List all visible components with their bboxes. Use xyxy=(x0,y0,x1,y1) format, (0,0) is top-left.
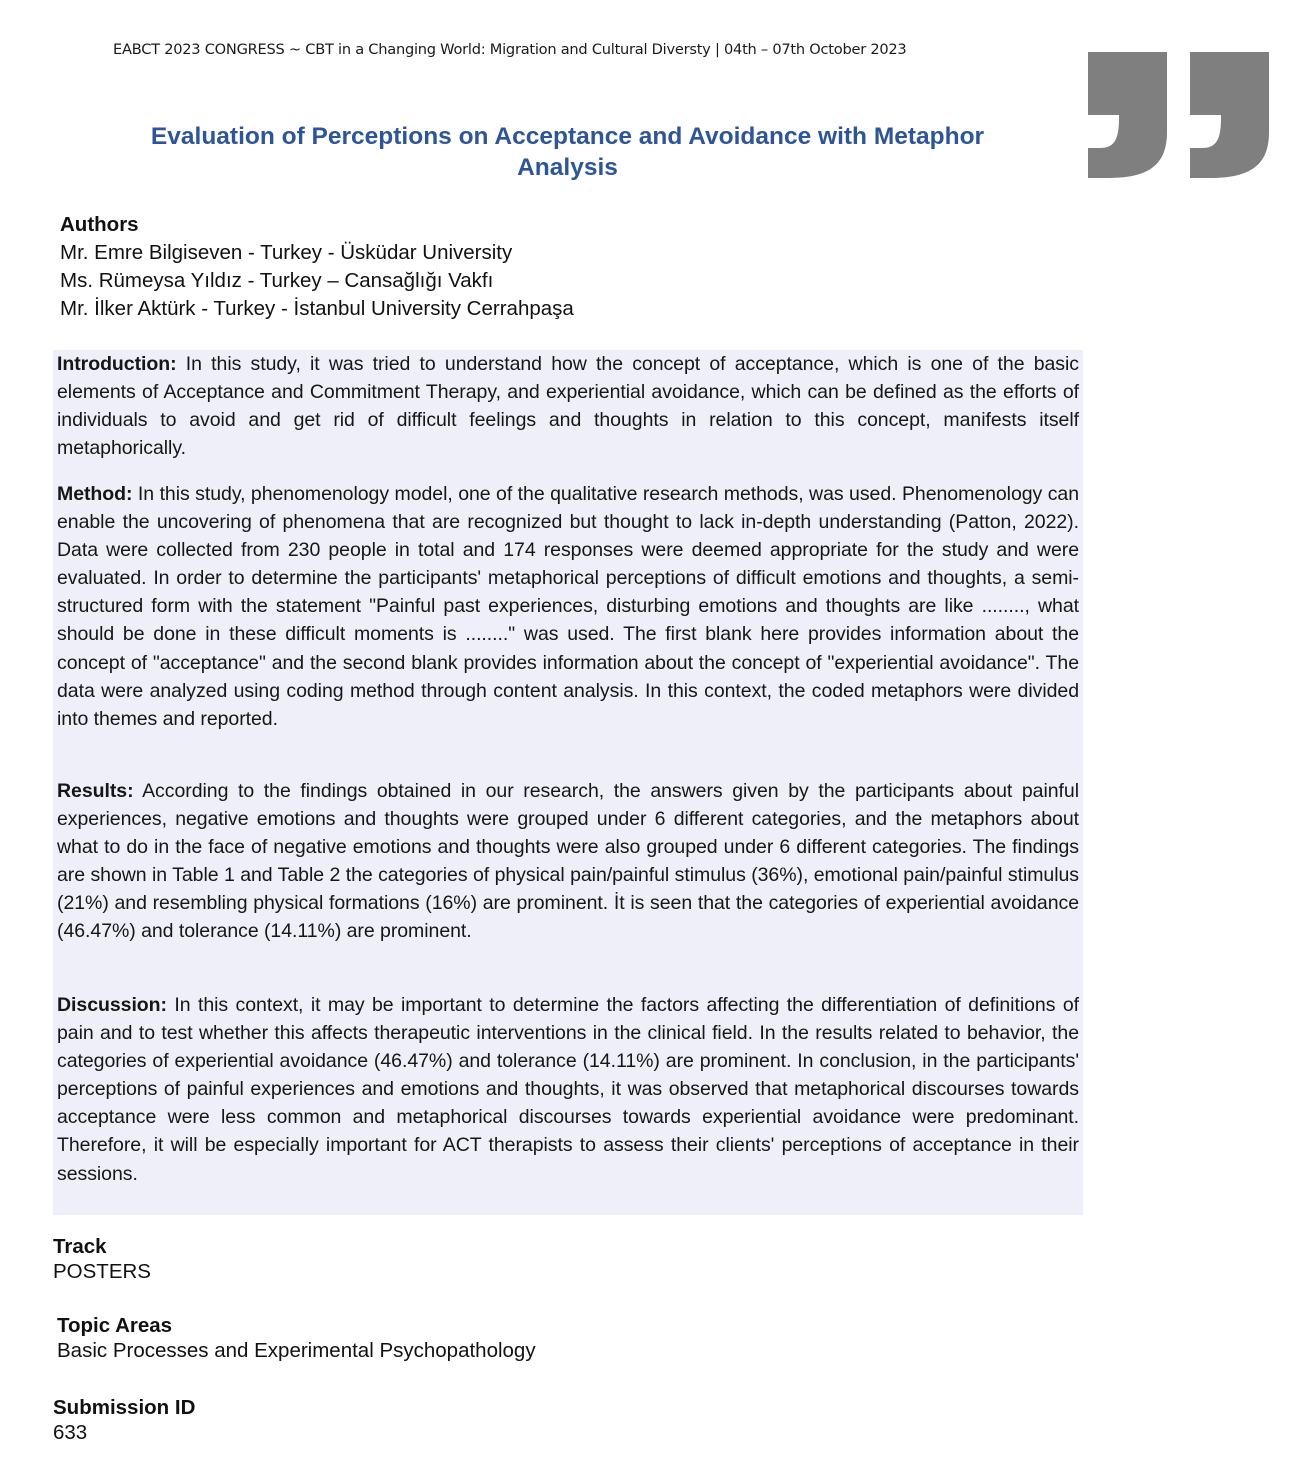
track-label: Track xyxy=(53,1235,107,1258)
congress-header: EABCT 2023 CONGRESS ~ CBT in a Changing World: Migration and Cultural Diversty | 04th – 07th October 2023 xyxy=(113,41,907,58)
method-heading: Method: xyxy=(57,483,133,505)
quote-glyph-right xyxy=(1190,52,1269,178)
results-section xyxy=(57,777,1079,946)
authors-label: Authors xyxy=(60,213,139,236)
results-heading: Results: xyxy=(57,780,134,802)
author-item: Ms. Rümeysa Yıldız - Turkey – Cansağlığı Vakfı xyxy=(60,269,494,292)
discussion-text: In this context, it may be important to determine the factors affecting the differentiation of definitions of pain and to test whether this affects therapeutic interventions in the clinical field. In the results related to behavior, the categories of experiential avoidance (46.47%) and tolerance (14.11%) are prominent. In conclusion, in the participants' perceptions of painful experiences and emotions and thoughts, it was observed that metaphorical discourses towards acceptance were less common and metaphorical discourses towards experiential avoidance were predominant. Therefore, it will be especially important for ACT therapists to assess their clients' perceptions of acceptance in their sessions. xyxy=(57,994,1079,1185)
introduction-section xyxy=(57,350,1079,462)
method-text: In this study, phenomenology model, one of the qualitative research methods, was used. Phenomenology can enable the uncovering of phenomena that are recognized but thought to lack in-depth understanding (Patton, 2022). Data were collected from 230 people in total and 174 responses were deemed appropriate for the study and were evaluated. In order to determine the participants' metaphorical perceptions of difficult emotions and thoughts, a semi-structured form with the statement "Painful past experiences, disturbing emotions and thoughts are like ........, what should be done in these difficult moments is ........" was used. The first blank here provides information about the concept of "acceptance" and the second blank provides information about the concept of "experiential avoidance". The data were analyzed using coding method through content analysis. In this context, the coded metaphors were divided into themes and reported. xyxy=(57,483,1079,730)
quote-glyph-left xyxy=(1088,52,1167,178)
submission-id-label: Submission ID xyxy=(53,1396,196,1419)
introduction-heading: Introduction: xyxy=(57,353,177,375)
introduction-text: In this study, it was tried to understand how the concept of acceptance, which is one of the basic elements of Acceptance and Commitment Therapy, and experiential avoidance, which can be defined as the efforts of individuals to avoid and get rid of difficult feelings and thoughts in relation to this concept, manifests itself metaphorically. xyxy=(57,353,1079,460)
paper-title xyxy=(95,121,1040,183)
title-line-2: Analysis xyxy=(517,154,618,181)
discussion-section xyxy=(57,991,1079,1188)
track-block xyxy=(53,1234,151,1284)
track-value: POSTERS xyxy=(53,1260,151,1283)
abstract-box xyxy=(53,350,1083,1215)
closing-quote-icon xyxy=(1088,52,1270,178)
submission-id-value: 633 xyxy=(53,1421,88,1444)
method-section xyxy=(57,480,1079,733)
author-item: Mr. Emre Bilgiseven - Turkey - Üsküdar University xyxy=(60,241,513,264)
title-line-1: Evaluation of Perceptions on Acceptance and Avoidance with Metaphor xyxy=(150,123,985,150)
topic-areas-block xyxy=(57,1313,536,1363)
author-item: Mr. İlker Aktürk - Turkey - İstanbul University Cerrahpaşa xyxy=(60,297,574,320)
submission-id-block xyxy=(53,1395,195,1445)
results-text: According to the findings obtained in our research, the answers given by the participants about painful experiences, negative emotions and thoughts were grouped under 6 different categories, and the metaphors about what to do in the face of negative emotions and thoughts were also grouped under 6 different categories. The findings are shown in Table 1 and Table 2 the categories of physical pain/painful stimulus (36%), emotional pain/painful stimulus (21%) and resembling physical formations (16%) are prominent. İt is seen that the categories of experiential avoidance (46.47%) and tolerance (14.11%) are prominent. xyxy=(57,780,1079,943)
topic-areas-label: Topic Areas xyxy=(57,1314,173,1337)
discussion-heading: Discussion: xyxy=(57,994,167,1016)
topic-areas-value: Basic Processes and Experimental Psychopathology xyxy=(57,1339,536,1362)
authors-block xyxy=(60,211,574,323)
